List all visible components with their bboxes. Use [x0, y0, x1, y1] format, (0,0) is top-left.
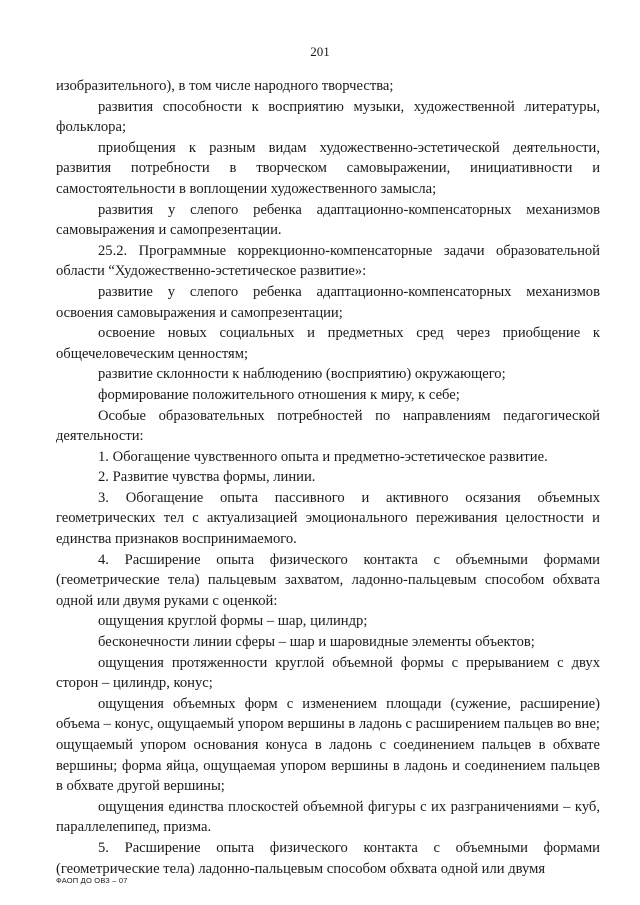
- paragraph: приобщения к разным видам художественно-эстетической деятельности, развития потребности в творческом самовыражении, инициативности и самостоятельности в воплощении художественного замысла;: [56, 139, 600, 197]
- paragraph: освоение новых социальных и предметных сред через приобщение к общечеловеческим ценностям;: [56, 325, 600, 362]
- paragraph: 4. Расширение опыта физического контакта с объемными формами (геометрические тела) пальцевым захватом, ладонно-пальцевым способом обхвата одной или двумя руками с оценкой:: [56, 551, 600, 609]
- paragraph: развитие склонности к наблюдению (восприятию) окружающего;: [98, 366, 506, 383]
- paragraph: изобразительного), в том числе народного творчества;: [56, 78, 394, 94]
- paragraph: развития способности к восприятию музыки, художественной литературы, фольклора;: [56, 98, 600, 136]
- body-text: [56, 76, 600, 879]
- paragraph: ощущения протяженности круглой объемной формы с прерыванием с двух сторон – цилиндр, конус;: [56, 654, 600, 692]
- paragraph: 1. Обогащение чувственного опыта и предметно-эстетическое развитие.: [98, 448, 548, 465]
- paragraph: формирование положительного отношения к миру, к себе;: [98, 386, 460, 403]
- paragraph: 5. Расширение опыта физического контакта с объемными формами (геометрические тела) ладонно-пальцевым способом обхвата одной или двумя: [56, 839, 600, 877]
- paragraph: развитие у слепого ребенка адаптационно-компенсаторных механизмов освоения самовыражения и самопрезентации;: [56, 283, 600, 321]
- page-number: 201: [310, 44, 330, 59]
- paragraph: 3. Обогащение опыта пассивного и активного осязания объемных геометрических тел с актуализацией эмоционального переживания целостности и единства признаков воспринимаемого.: [56, 489, 600, 548]
- paragraph: 2. Развитие чувства формы, линии.: [98, 469, 316, 486]
- footer-label: ФАОП ДО ОВЗ – 07: [56, 876, 128, 885]
- paragraph: ощущения объемных форм с изменением площади (сужение, расширение) объема – конус, ощущаемый упором вершины в ладонь с расширением пальцев во вне; ощущаемый упором основания конуса в ладонь с соединением пальцев в обхвате вершины; форма яйца, ощущаемая упором вершины в ладонь и соединением пальцев в обхвате другой вершины;: [56, 695, 600, 795]
- paragraph: Особые образовательных потребностей по направлениям педагогической деятельности:: [56, 407, 600, 445]
- paragraph: бесконечности линии сферы – шар и шаровидные элементы объектов;: [98, 634, 535, 651]
- paragraph: 25.2. Программные коррекционно-компенсаторные задачи образовательной области “Художественно-эстетическое развитие»:: [56, 242, 600, 280]
- paragraph: ощущения круглой формы – шар, цилиндр;: [98, 613, 368, 630]
- paragraph: развития у слепого ребенка адаптационно-компенсаторных механизмов самовыражения и самопрезентации.: [56, 201, 600, 239]
- paragraph: ощущения единства плоскостей объемной фигуры с их разграничениями – куб, параллелепипед, призма.: [56, 798, 600, 836]
